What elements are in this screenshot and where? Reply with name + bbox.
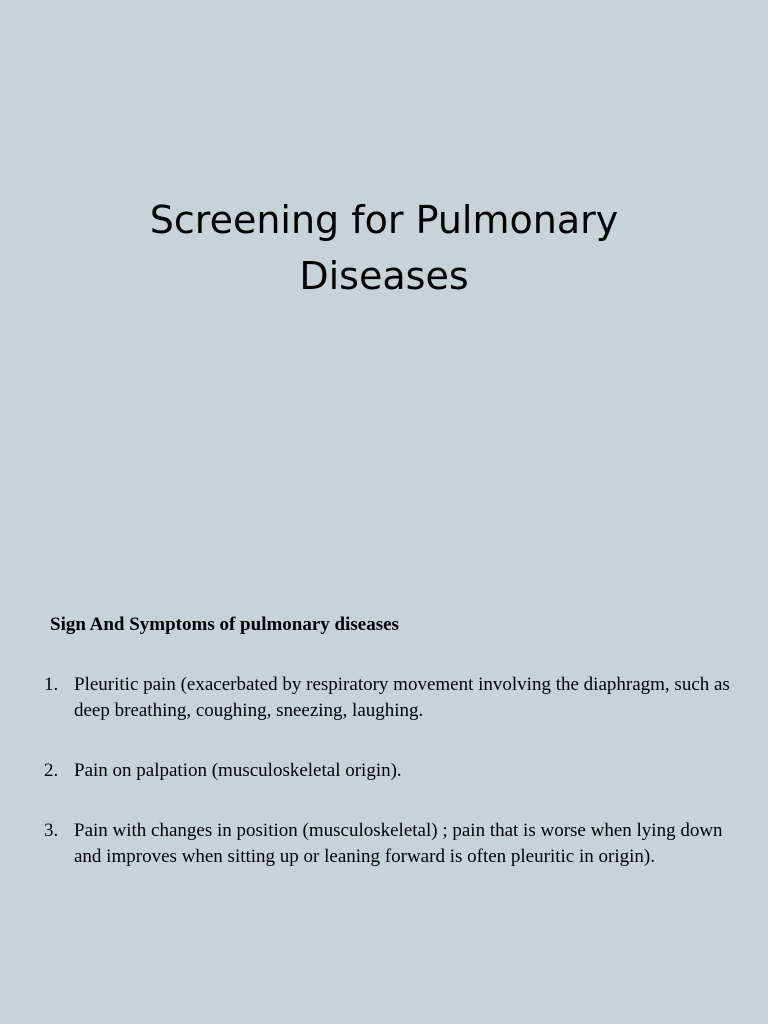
symptom-number: 3.: [44, 820, 59, 841]
symptom-number: 1.: [44, 674, 59, 695]
slide-title-line-1: Screening for Pulmonary: [149, 198, 619, 242]
symptom-list: [44, 672, 738, 870]
symptom-text: Pain on palpation (musculoskeletal origin).: [74, 760, 402, 781]
symptom-item-2: [44, 758, 738, 784]
section-heading: Sign And Symptoms of pulmonary diseases: [50, 614, 399, 635]
symptoms-section: [44, 612, 738, 904]
symptom-text: Pleuritic pain (exacerbated by respiratory movement involving the diaphragm, such as deep breathing, coughing, sneezing, laughing.: [74, 674, 730, 721]
slide-title-line-2: Diseases: [299, 254, 469, 298]
symptom-item-3: [44, 818, 738, 870]
slide-title: [0, 192, 768, 304]
symptom-item-1: [44, 672, 738, 724]
symptom-text: Pain with changes in position (musculoskeletal) ; pain that is worse when lying down and improves when sitting up or leaning forward is often pleuritic in origin).: [74, 820, 723, 867]
symptom-number: 2.: [44, 760, 59, 781]
